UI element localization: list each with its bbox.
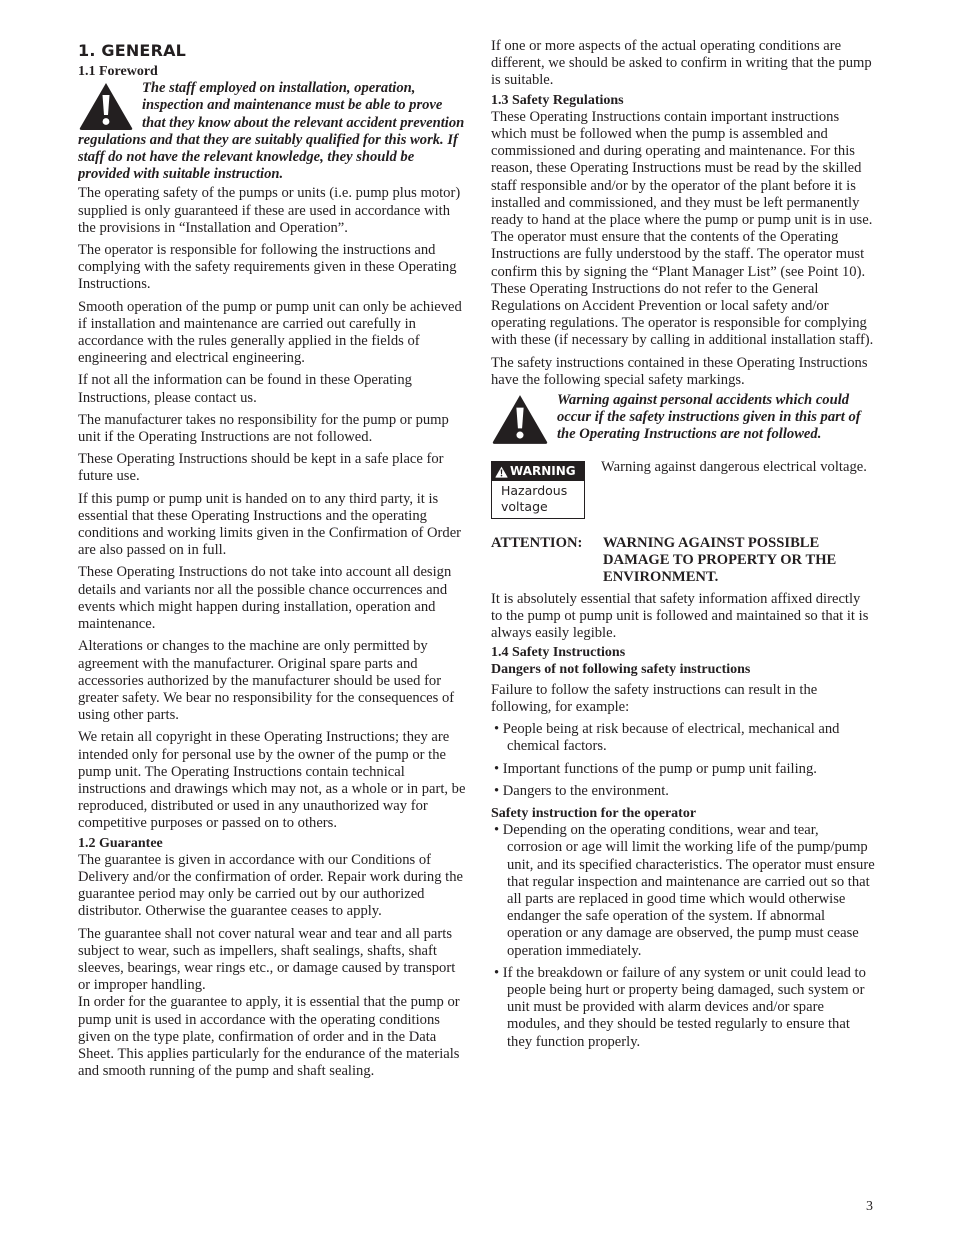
electrical-warning-block [491,459,875,519]
paragraph: The operating safety of the pumps or units (i.e. pump plus motor) supplied is only guaranteed if these are used in accordance with the provisions in “Installation and Operation”. [78,185,461,236]
paragraph: If not all the information can be found in these Operating Instructions, please contact us. [78,372,412,406]
guarantee-paragraph: The guarantee shall not cover natural wear and tear and all parts subject to wear, such as impellers, shaft sealings, shafts, shaft sleeves, bearings, wear rings etc., or damage caused by transport or improper handling. [78,925,456,994]
warning-triangle-icon [78,81,134,131]
paragraph: We retain all copyright in these Operating Instructions; they are intended only for personal use by the owner of the pump or the pump unit. The Operating Instructions contain technical instructions and drawings which may not, as a whole or in part, be reproduced, distributed or used in any unauthorized way for competitive purposes or passed on to others. [78,729,466,832]
electrical-warning-text: Warning against dangerous electrical voltage. [601,459,867,476]
right-column [491,38,875,1056]
safety-regulations-paragraph: These Operating Instructions contain important instructions which must be followed when the pump is assembled and commissioned and during operating and maintenance. For this reason, these Operating Instructions must be read by the skilled staff responsible and/or by the operator of the plant before it is installed and commissioned, and they must be left permanently ready to hand at the place where the pump or pump unit is in use. The operator must ensure that the contents of the Operating Instructions are fully understood by the staff. The operator must confirm this by signing the “Plant Manager List” (see Point 10). These Operating Instructions do not refer to the General Regulations on Accident Prevention or local safety and/or operating regulations. The operator is responsible for complying with these (if necessary by calling in additional installation staff). [491,108,874,349]
warning-triangle-icon [495,466,508,478]
page-number: 3 [866,1199,873,1214]
list-item: • Dangers to the environment. [494,782,669,799]
paragraph: Alterations or changes to the machine are only permitted by agreement with the manufacturer. Original spare parts and accessories authorized by the manufacturer should be used for greater safety. We bear no responsibility for the consequences of using other parts. [78,638,455,724]
list-item: • Depending on the operating conditions, wear and tear, corrosion or age will limit the working life of the pump/pump unit, and its specified characteristics. The operator must ensure that regular inspection and maintenance are carried out so that all parts are replaced in good time which would otherwise endanger the safe operation of the system. If abnormal operation or any damage are observed, the pump must cease operation immediately. [494,822,875,959]
dangers-intro: Failure to follow the safety instructions can result in the following, for example: [491,681,818,715]
safety-instructions-heading: 1.4 Safety Instructions [491,645,626,661]
list-item: • Important functions of the pump or pump unit failing. [494,760,817,777]
paragraph: These Operating Instructions should be kept in a safe place for future use. [78,451,444,485]
safety-regulations-paragraph: The safety instructions contained in these Operating Instructions have the following special safety markings. [491,354,868,388]
operator-list [491,822,875,1051]
hazardous-voltage-text: Hazardous voltage [501,483,568,515]
foreword-warning-block [78,80,466,183]
attention-label: ATTENTION: [491,535,583,552]
paragraph: If this pump or pump unit is handed on to any third party, it is essential that these Operating Instructions and the operating conditions and working limits given in the Confirmation of Order are also passed on in full. [78,490,462,559]
paragraph: The manufacturer takes no responsibility for the pump or pump unit if the Operating Instructions are not followed. [78,411,449,446]
list-item: • If the breakdown or failure of any system or unit could lead to people being hurt or property being damaged, such system or unit must be provided with alarm devices and/or spare modules, and they should be tested regularly to ensure that they function properly. [494,964,866,1050]
left-column [78,38,466,1085]
warning-label-text: WARNING [510,464,576,479]
paragraph: Smooth operation of the pump or pump unit can only be achieved if installation and maintenance are carried out carefully in accordance with the rules generally applied in the fields of engineering and electrical engineering. [78,298,462,367]
attention-block [491,535,875,587]
foreword-warning-text: The staff employed on installation, operation, inspection and maintenance must be able to prove that they know about the relevant accident prevention regulations and that they are suitably qualified for this work. If staff do not have the relevant knowledge, they should be provided with suitable instruction. [78,80,465,183]
affixed-paragraph: It is absolutely essential that safety information affixed directly to the pump ot pump unit is followed and maintained so that it is always easily legible. [491,590,869,642]
dangers-heading: Dangers of not following safety instructions [491,662,751,678]
section-title: 1. GENERAL [78,41,187,60]
paragraph: The operator is responsible for following the instructions and complying with the safety requirements given in these Operating Instructions. [78,242,457,293]
guarantee-heading: 1.2 Guarantee [78,835,163,851]
hazardous-voltage-label [491,461,585,519]
warning-label-header [492,462,584,481]
paragraph: These Operating Instructions do not take into account all design details and variants nor all the possible chance occurrences and events which might happen during installation, operation and maintenance. [78,564,452,633]
guarantee-paragraph: In order for the guarantee to apply, it is essential that the pump or pump unit is used in accordance with the operating conditions given on the type plate, confirmation of order and in the Data Sheet. This applies particularly for the endurance of the materials and smooth running of the pump and shaft sealing. [78,994,460,1080]
operator-heading: Safety instruction for the operator [491,805,697,821]
intro-paragraph: If one or more aspects of the actual operating conditions are different, we should be asked to confirm in writing that the pump is suitable. [491,38,872,89]
attention-text: WARNING AGAINST POSSIBLE DAMAGE TO PROPERTY OR THE ENVIRONMENT. [603,535,837,586]
foreword-heading: 1.1 Foreword [78,64,158,79]
warning-triangle-icon [491,393,549,445]
personal-warning-block [491,392,875,445]
dangers-list [491,721,875,800]
personal-warning-text: Warning against personal accidents which could occur if the safety instructions given in this part of the Operating Instructions are not followed. [557,392,861,443]
list-item: • People being at risk because of electrical, mechanical and chemical factors. [494,721,840,755]
safety-regulations-heading: 1.3 Safety Regulations [491,92,624,108]
guarantee-paragraph: The guarantee is given in accordance with our Conditions of Delivery and/or the confirmation of order. Repair work during the guarantee period may only be carried out by our authorized distributor. Otherwise the guarantee ceases to apply. [78,851,463,920]
